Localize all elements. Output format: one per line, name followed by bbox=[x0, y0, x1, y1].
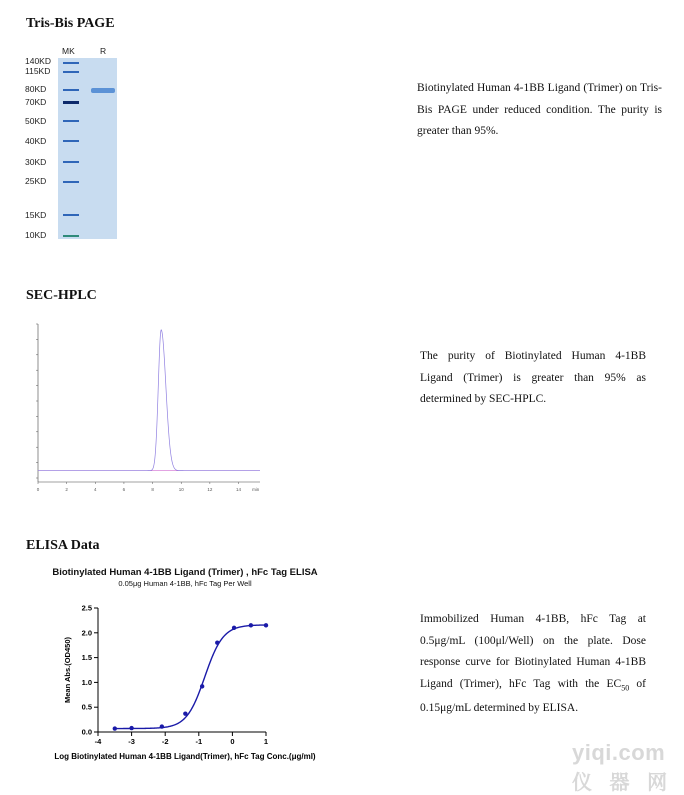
elisa-chart-subtitle: 0.05μg Human 4-1BB, hFc Tag Per Well bbox=[118, 579, 252, 588]
mw-label-25: 25KD bbox=[25, 176, 47, 186]
mw-label-15: 15KD bbox=[25, 210, 47, 220]
watermark-logo-text: yiqi.com bbox=[572, 740, 666, 765]
gel-image bbox=[58, 58, 117, 239]
x-tick-label: -4 bbox=[94, 737, 102, 746]
x-tick-label: 10 bbox=[178, 487, 184, 492]
sec-section-title: SEC-HPLC bbox=[26, 288, 97, 303]
mw-label-115: 115KD bbox=[25, 66, 51, 76]
x-tick-label: 4 bbox=[94, 487, 97, 492]
sec-hplc-chart bbox=[24, 318, 264, 494]
data-point bbox=[183, 711, 187, 715]
marker-band bbox=[63, 120, 79, 122]
lane-label-mk: MK bbox=[62, 46, 75, 56]
elisa-description-tail: of 0.15μg/mL determined by ELISA. bbox=[420, 677, 646, 715]
elisa-description-text: Immobilized Human 4-1BB, hFc Tag at 0.5μg/mL (100μl/Well) on the plate. Dose response curve for Biotinylated Human 4-1BB Ligand (Trimer), hFc Tag with the EC bbox=[420, 613, 646, 690]
marker-band bbox=[63, 161, 79, 163]
y-tick-label: 0.5 bbox=[81, 702, 92, 712]
x-unit-label: min bbox=[252, 487, 260, 492]
watermark-logo-text-cn: 仪 器 网 bbox=[572, 772, 674, 794]
y-tick-label: 2.5 bbox=[81, 603, 92, 613]
y-axis-label: Mean Abs.(OD450) bbox=[63, 637, 72, 703]
x-tick-label: -3 bbox=[128, 737, 135, 746]
gel-description: Biotinylated Human 4-1BB Ligand (Trimer) on Tris-Bis PAGE under reduced condition. The purity is greater than 95%. bbox=[417, 82, 662, 137]
elisa-chart-title: Biotinylated Human 4-1BB Ligand (Trimer) , hFc Tag ELISA bbox=[52, 567, 318, 578]
mw-label-40: 40KD bbox=[25, 136, 47, 146]
data-point bbox=[264, 623, 268, 627]
marker-band bbox=[63, 71, 79, 73]
elisa-section-title: ELISA Data bbox=[26, 538, 100, 553]
mw-label-70: 70KD bbox=[25, 97, 47, 107]
marker-band bbox=[63, 235, 79, 237]
data-point bbox=[249, 623, 253, 627]
mw-label-30: 30KD bbox=[25, 157, 47, 167]
mw-label-80: 80KD bbox=[25, 84, 47, 94]
x-tick-label: 0 bbox=[230, 737, 235, 746]
y-tick-label: 0.0 bbox=[81, 727, 92, 737]
marker-band bbox=[63, 101, 79, 104]
marker-band bbox=[63, 140, 79, 142]
fit-curve bbox=[115, 625, 266, 729]
x-axis-label: Log Biotinylated Human 4-1BB Ligand(Trimer), hFc Tag Conc.(μg/ml) bbox=[54, 752, 316, 761]
data-point bbox=[113, 726, 117, 730]
marker-band bbox=[63, 214, 79, 216]
elisa-chart bbox=[20, 592, 360, 762]
lane-label-r: R bbox=[100, 46, 107, 56]
y-tick-label: 2.0 bbox=[81, 628, 92, 638]
data-point bbox=[129, 726, 133, 730]
x-tick-label: 12 bbox=[207, 487, 213, 492]
marker-band bbox=[63, 62, 79, 64]
marker-band bbox=[63, 181, 79, 183]
mw-label-50: 50KD bbox=[25, 116, 47, 126]
data-point bbox=[232, 626, 236, 630]
mw-label-10: 10KD bbox=[25, 230, 47, 240]
x-tick-label: 14 bbox=[236, 487, 242, 492]
sample-band bbox=[91, 88, 115, 93]
x-tick-label: 2 bbox=[65, 487, 68, 492]
mw-label-140: 140KD bbox=[25, 56, 51, 66]
y-tick-label: 1.0 bbox=[81, 677, 92, 687]
data-point bbox=[215, 641, 219, 645]
y-tick-label: 1.5 bbox=[81, 653, 92, 663]
x-tick-label: 6 bbox=[122, 487, 126, 492]
sec-description: The purity of Biotinylated Human 4-1BB Ligand (Trimer) is greater than 95% as determined by SEC-HPLC. bbox=[420, 350, 646, 405]
x-tick-label: -1 bbox=[195, 737, 203, 746]
x-tick-label: -2 bbox=[161, 737, 169, 746]
x-tick-label: 0 bbox=[36, 487, 40, 492]
data-point bbox=[160, 724, 164, 728]
x-tick-label: 1 bbox=[263, 737, 269, 746]
sec-peak-trace bbox=[38, 330, 260, 471]
ec50-subscript: 50 bbox=[621, 682, 630, 692]
x-tick-label: 8 bbox=[151, 487, 154, 492]
data-point bbox=[200, 684, 204, 688]
elisa-description bbox=[420, 609, 646, 720]
gel-section-title: Tris-Bis PAGE bbox=[26, 16, 115, 31]
marker-band bbox=[63, 89, 79, 91]
